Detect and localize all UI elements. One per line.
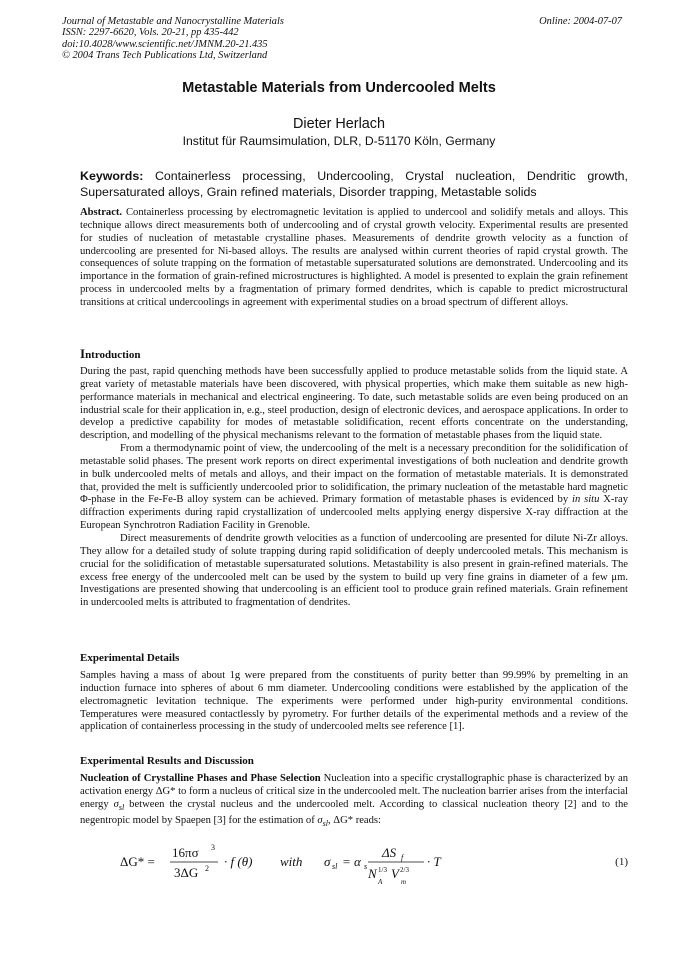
equation-number: (1) <box>615 856 628 868</box>
eq-num1: 16πσ <box>172 845 199 860</box>
eq-den1: 3ΔG <box>174 865 199 880</box>
eq-alpha-sub: s <box>364 862 368 871</box>
eq-den2-n-sub: A <box>378 878 383 886</box>
eq-den2-n: N <box>368 866 377 881</box>
eq-num1-sup: 3 <box>211 843 215 852</box>
introduction-paragraph-2: From a thermodynamic point of view, the undercooling of the melt is a necessary precondition for the solidification of metastable solid phases. The present work reports on direct experimental investigations of both nucleation and dendrite growth in bulk undercooled melts of metals and alloys, and their impact on the formation of metastable materials. It is demonstrated that, provided the melt is sufficiently undercooled prior to solidification, the primary nucleation of the metastable hard magnetic Φ-phase in the Fe-Fe-B alloy system can be achieved. Primary formation of metastable phases is evidenced by in situ X-ray diffraction experiments during rapid crystallization of undercooled melts applying energy dispersive X-ray diffraction at the European Synchrotron Radiation Facility in Grenoble. <box>80 443 628 532</box>
abstract-label: Abstract. <box>80 207 123 218</box>
eq-num2: ΔS <box>382 845 397 860</box>
introduction-heading-initial: I <box>80 346 86 361</box>
keywords-label: Keywords: <box>80 169 144 183</box>
journal-name: Journal of Metastable and Nanocrystalline Materials <box>62 16 284 27</box>
equation-1-formula <box>120 840 480 888</box>
online-date: Online: 2004-07-07 <box>539 16 622 27</box>
journal-copyright: © 2004 Trans Tech Publications Ltd, Switzerland <box>62 50 268 62</box>
eq-den2-v-sub: m <box>401 878 407 886</box>
eq-den2-n-sup: 1/3 <box>378 866 387 874</box>
introduction-body <box>80 366 628 610</box>
journal-header <box>62 16 622 62</box>
experimental-heading: Experimental Details <box>80 652 180 664</box>
eq-sigma: σ <box>324 854 331 869</box>
results-subheading: Nucleation of Crystalline Phases and Phase Selection <box>80 773 321 784</box>
eq-den1-sup: 2 <box>205 864 209 873</box>
journal-doi: doi:10.4028/www.scientific.net/JMNM.20-21.435 <box>62 38 268 50</box>
abstract <box>80 207 628 310</box>
author-affiliation: Institut für Raumsimulation, DLR, D-51170 Köln, Germany <box>182 134 496 148</box>
introduction-paragraph-3: Direct measurements of dendrite growth velocities as a function of undercooling are presented for dilute Ni-Zr alloys. They allow for a detailed study of solute trapping during rapid solidification of deeply undercooled metals. This mechanism is crucial for the solidification of metastable supersaturated solutions. Metastability is also present in grain-refined materials. The excess free energy of the undercooled melt can be used by the system to build up very fine grains in diameter of a few μm. Investigations are presented showing that undercooling is an efficient tool to produce grain refined materials. Grain refinement in undercooled melts is attributed to fragmentation of dendrites. <box>80 532 628 609</box>
keywords-text: Containerless processing, Undercooling, Crystal nucleation, Dendritic growth, Supersaturated alloys, Grain refined materials, Disorder trapping, Metastable solids <box>80 169 628 199</box>
eq-alpha: = α <box>342 854 361 869</box>
eq-with: with <box>280 854 303 869</box>
experimental-paragraph-1: Samples having a mass of about 1g were prepared from the constituents of purity better than 99.99% by premelting in an induction furnace into spheres of about 6 mm diameter. Undercooling conditions were established by the application of the electromagnetic levitation technique. The experiments were performed under high-purity environmental conditions. Temperatures were measured contactlessly by pyrometry. For further details of the experimental methods and a review of the application of containerless processing in the study of undercooled melts see reference [1]. <box>80 670 628 733</box>
results-paragraph-1: Nucleation of Crystalline Phases and Phase Selection Nucleation into a specific crystallographic phase is characterized by an activation energy ΔG* to form a nucleus of critical size in the undercooled melt. The nucleation barrier arises from the interfacial energy $\sigma_{sl}$ between the crystal nucleus and the undercooled melt. According to classical nucleation theory [2] and to the negentropic model by Spaepen [3] for the estimation of $\sigma_{sl}$, ΔG* reads: <box>80 773 628 828</box>
eq-tail: · T <box>427 854 441 869</box>
keywords <box>80 169 628 200</box>
paper-title: Metastable Materials from Undercooled Melts <box>182 80 496 96</box>
eq-den2-v-sup: 2/3 <box>400 866 409 874</box>
eq-lhs: ΔG* = <box>120 854 155 869</box>
eq-f-theta: · f (θ) <box>224 854 253 869</box>
equation-1 <box>80 840 628 888</box>
introduction-paragraph-1: During the past, rapid quenching methods have been successfully applied to produce metastable solids from the liquid state. A great variety of metastable materials have been discovered, with physical properties, which make them suitable as new high-performance materials in mechanical and electrical engineering. To date, such metastable solids are even being produced on an industrial scale for their application in, e.g., steel production, design of electronic devices, and aerospace applications. In order to develop a predictive capability for modes of metastable solidification, recent efforts concentrate on the understanding, description, and modelling of the physical mechanisms relevant to the formation of metastable phases from the liquid state. <box>80 366 628 442</box>
journal-issn: ISSN: 2297-6620, Vols. 20-21, pp 435-442 <box>62 27 239 39</box>
author-name: Dieter Herlach <box>293 116 385 132</box>
eq-den2-v: V <box>391 866 399 881</box>
results-body <box>80 773 628 831</box>
eq-num2-sub: f <box>401 853 404 862</box>
eq-sigma-sub: sl <box>332 862 338 871</box>
introduction-heading <box>80 346 140 362</box>
results-heading: Experimental Results and Discussion <box>80 755 254 767</box>
experimental-body <box>80 670 628 734</box>
abstract-text: Containerless processing by electromagnetic levitation is applied to undercool and solidify metals and alloys. This technique allows direct measurements both of undercooling and of crystal growth velocity. Experimental results are presented for studies of nucleation of metastable crystalline phases. Measurements of dendrite growth velocity as a function of undercooling are presented for Ni-based alloys. The results are analysed within current theories of rapid crystal growth. The consequences of solute trapping on the formation of metastable supersaturated solutions are demonstrated. Undercooling and its importance in the formation of grain-refined microstructures is highlighted. A model is presented to explain the grain refinement process in undercooled melts by a fragmentation of primary formed dendrites, which is capable to predict microstructural transitions at critical undercoolings in agreement with experimental studies on a broad spectrum of different alloys. <box>80 207 628 308</box>
introduction-heading-rest: ntroduction <box>85 349 141 361</box>
